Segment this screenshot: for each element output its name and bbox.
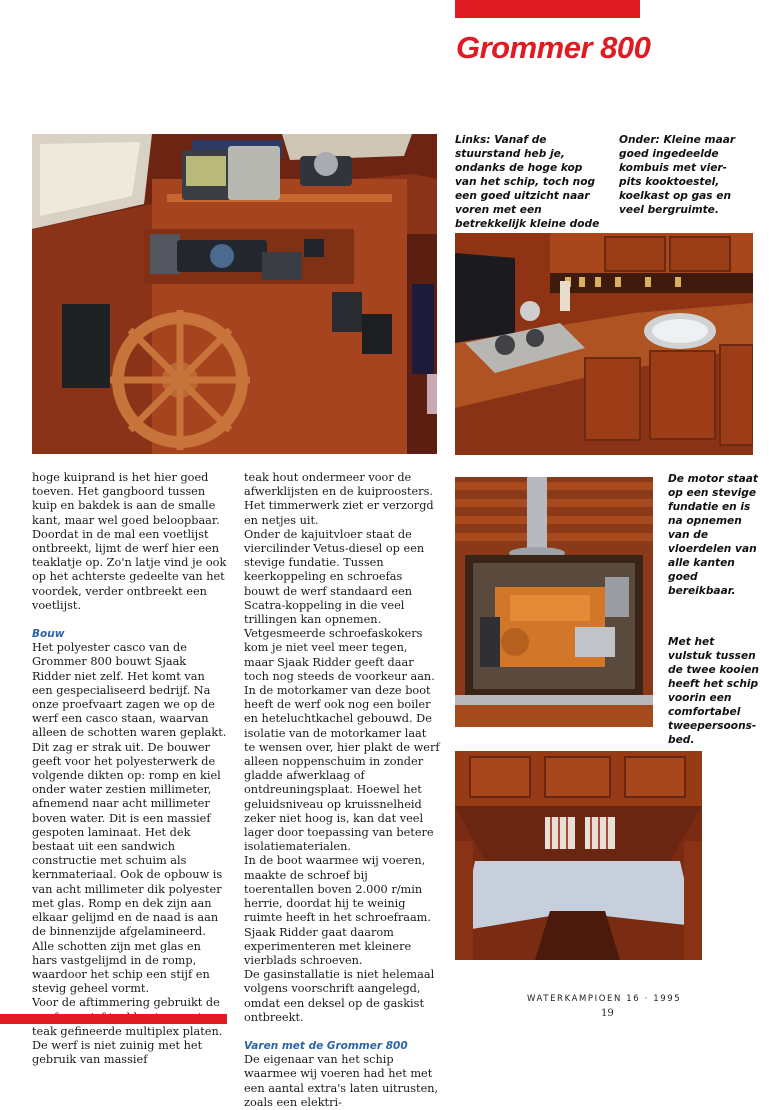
page-title: Grommer 800 xyxy=(456,30,651,65)
caption-berth: Met het vulstuk tussen de twee kooien heeft het schip voorin een comfortabel tweepersoons-bed. xyxy=(668,636,759,746)
body-column-1 xyxy=(32,471,228,1067)
berth-photo xyxy=(455,751,702,960)
caption-helm: Links: Vanaf de stuurstand heb je, ondanks de hoge kop van het schip, toch nog een goed uitzicht naar voren met een betrekkelijk kleine dode xyxy=(455,134,600,230)
section-heading-varen: Varen met de Grommer 800 xyxy=(244,1039,408,1052)
body-paragraph: Onder de kajuitvloer staat de viercilinder Vetus-diesel op een stevige fundatie. Tussen keerkoppeling en schroefas bouwt de werf standaard een Scatra-koppeling in die veel trillingen kan opnemen. Vetgesmeerde schroefaskokers kom je niet veel meer tegen, maar Sjaak Ridder geeft daar toch nog steeds de voorkeur aan. In de motorkamer van deze boot heeft de werf ook nog een boiler en heteluchtkachel gebouwd. De isolatie van de motorkamer laat te wensen over, hier plakt de werf alleen noppenschuim in zonder gladde afwerklaag of ontdreuningsplaat. Hoewel het geluidsniveau op kruissnelheid zeker niet hoog is, kan dat veel lager door toepassing van betere isolatiematerialen. xyxy=(244,527,440,854)
body-paragraph: In de boot waarmee wij voeren, maakte de schroef bij toerentallen boven 2.000 r/min herrie, doordat hij te weinig ruimte heeft in het schroefraam. Sjaak Ridder gaat daarom experimenteren met kleinere vierblads schroeven. xyxy=(244,854,431,967)
caption-galley: Onder: Kleine maar goed ingedeelde kombuis met vier-pits kooktoestel, koelkast op gas en veel bergruimte. xyxy=(619,134,736,216)
helm-photo xyxy=(32,134,437,454)
body-paragraph: Het polyester casco van de Grommer 800 bouwt Sjaak Ridder niet zelf. Het komt van een gespecialiseerd bedrijf. Na onze proefvaart zagen we op de werf een casco staan, waarvan alleen de schotten waren geplakt. Dit zag er strak uit. De bouwer geeft voor het polyesterwerk de volgende dikten op: romp en kiel onder water zestien millimeter, afnemend naar acht millimeter boven water. Dit is een massief gespoten laminaat. Het dek bestaat uit een sandwich constructie met schuim als kernmateriaal. Ook de opbouw is van acht millimeter dik polyester met glas. Romp en dek zijn aan elkaar gelijmd en de naad is aan de binnenzijde afgelamineerd. Alle schotten zijn met glas en hars vastgelijmd in de romp, waardoor het schip een stijf en stevig geheel vormt. xyxy=(32,641,227,996)
footer-accent-bar xyxy=(0,1014,227,1024)
engine-photo xyxy=(455,477,653,727)
body-paragraph: Voor de aftimmering gebruikt de teak gefineerde multiplex platen. De werf is niet zuinig met het gebruik van massief xyxy=(32,996,223,1067)
body-column-2 xyxy=(244,471,440,1110)
body-paragraph: De gasinstallatie is niet helemaal volgens voorschrift aangelegd, omdat een deksel op de gaskist ontbreekt. xyxy=(244,968,435,1024)
magazine-footer: WATERKAMPIOEN 16 · 1995 xyxy=(527,994,682,1004)
body-paragraph: De eigenaar van het schip waarmee wij voeren had het met een aantal extra's laten uitrusten, zoals een elektri- xyxy=(244,1053,439,1109)
galley-photo xyxy=(455,233,753,455)
section-heading-bouw: Bouw xyxy=(32,628,65,641)
body-paragraph: hoge kuiprand is het hier goed toeven. Het gangboord tussen kuip en bakdek is aan de smalle kant, maar wel goed beloopbaar. Doordat in de mal een voetlijst ontbreekt, lijmt de werf hier een teaklatje op. Zo'n latje vind je ook op het achterste gedeelte van het voordek, verder ontbreekt een voetlijst. xyxy=(32,471,227,612)
header-accent-bar xyxy=(455,0,640,18)
caption-engine: De motor staat op een stevige fundatie en is na opnemen van de vloerdelen van alle kanten goed bereikbaar. xyxy=(668,473,758,597)
body-paragraph: teak hout ondermeer voor de afwerklijsten en de kuiproosters. Het timmerwerk ziet er verzorgd en netjes uit. xyxy=(244,471,434,527)
page-number: 19 xyxy=(601,1008,614,1019)
